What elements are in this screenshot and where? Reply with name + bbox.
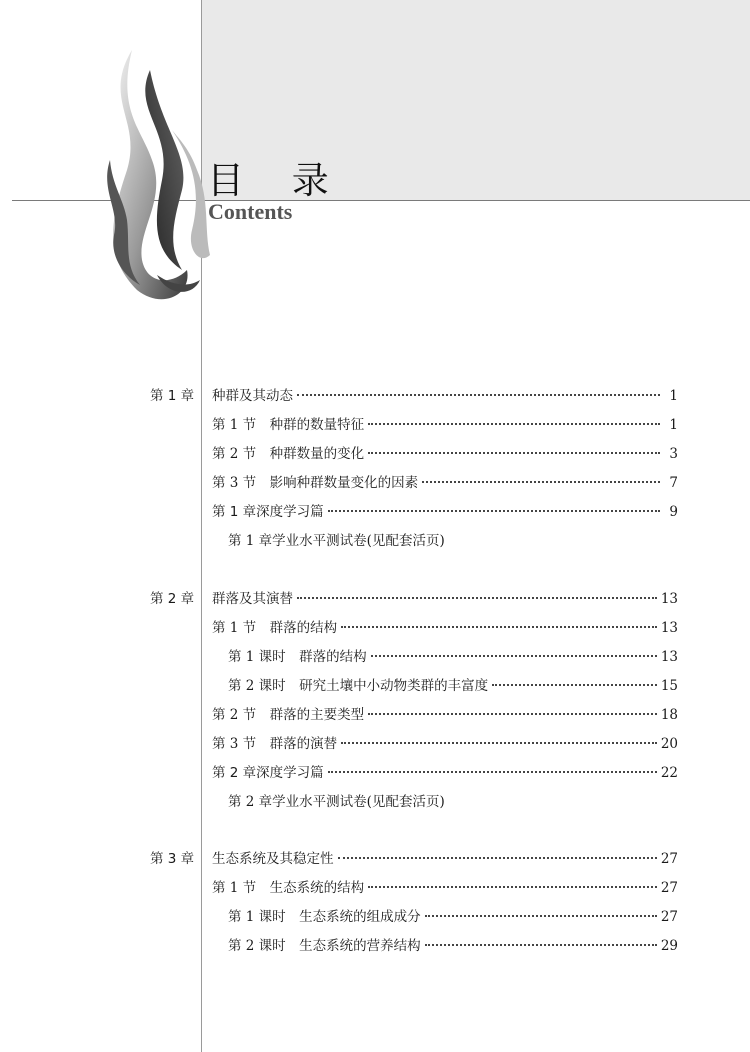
- page-number: 29: [660, 938, 678, 954]
- item-title: 第 2 章深度学习篇: [212, 765, 324, 781]
- dot-leader: [341, 626, 657, 628]
- page-number: 27: [660, 851, 678, 867]
- item-title: 第 1 节 种群的数量特征: [212, 417, 365, 433]
- chapter-title: 群落及其演替: [212, 591, 293, 607]
- dot-leader: [371, 655, 657, 657]
- toc-item[interactable]: [0, 762, 750, 784]
- page-number: 1: [669, 388, 678, 404]
- page-number: 13: [660, 591, 678, 607]
- page-number: 27: [660, 880, 678, 896]
- toc-item[interactable]: [0, 704, 750, 726]
- toc-item[interactable]: [0, 906, 750, 928]
- toc-item[interactable]: [0, 935, 750, 957]
- dot-leader: [328, 771, 657, 773]
- chapter-label: 第 1 章: [150, 388, 195, 404]
- toc-item[interactable]: [0, 414, 750, 436]
- toc-item[interactable]: [0, 530, 750, 552]
- toc-item[interactable]: [0, 501, 750, 523]
- toc-chapter-3[interactable]: [0, 848, 750, 870]
- toc-chapter-1[interactable]: [0, 385, 750, 407]
- toc-item[interactable]: [0, 877, 750, 899]
- dot-leader: [368, 713, 657, 715]
- page-subtitle: Contents: [208, 199, 293, 224]
- dot-leader: [297, 597, 657, 599]
- item-title: 第 1 章学业水平测试卷(见配套活页): [228, 533, 445, 549]
- dot-leader: [297, 394, 660, 396]
- item-title: 第 1 课时 群落的结构: [228, 649, 367, 665]
- toc-item[interactable]: [0, 472, 750, 494]
- page-title: 目 录: [207, 159, 347, 202]
- toc-item[interactable]: [0, 646, 750, 668]
- flame-logo-icon: [92, 40, 212, 310]
- chapter-label: 第 2 章: [150, 591, 195, 607]
- page-number: 9: [669, 504, 678, 520]
- page-number: 20: [660, 736, 678, 752]
- dot-leader: [368, 423, 660, 425]
- page-number: 18: [660, 707, 678, 723]
- dot-leader: [422, 481, 660, 483]
- item-title: 第 1 节 群落的结构: [212, 620, 338, 636]
- dot-leader: [338, 857, 657, 859]
- toc-item[interactable]: [0, 617, 750, 639]
- item-title: 第 3 节 群落的演替: [212, 736, 338, 752]
- dot-leader: [368, 886, 657, 888]
- toc-item[interactable]: [0, 791, 750, 813]
- dot-leader: [492, 684, 657, 686]
- dot-leader: [425, 944, 657, 946]
- page-number: 1: [669, 417, 678, 433]
- item-title: 第 1 章深度学习篇: [212, 504, 324, 520]
- item-title: 第 3 节 影响种群数量变化的因素: [212, 475, 419, 491]
- chapter-label: 第 3 章: [150, 851, 195, 867]
- dot-leader: [425, 915, 657, 917]
- page-number: 3: [669, 446, 678, 462]
- toc-item[interactable]: [0, 675, 750, 697]
- item-title: 第 2 章学业水平测试卷(见配套活页): [228, 794, 445, 810]
- item-title: 第 2 节 种群数量的变化: [212, 446, 365, 462]
- page-number: 22: [660, 765, 678, 781]
- chapter-title: 种群及其动态: [212, 388, 293, 404]
- item-title: 第 2 节 群落的主要类型: [212, 707, 365, 723]
- dot-leader: [341, 742, 657, 744]
- page-number: 7: [669, 475, 678, 491]
- page-number: 15: [660, 678, 678, 694]
- page-number: 13: [660, 620, 678, 636]
- dot-leader: [368, 452, 660, 454]
- item-title: 第 1 课时 生态系统的组成成分: [228, 909, 421, 925]
- toc-item[interactable]: [0, 443, 750, 465]
- toc-item[interactable]: [0, 733, 750, 755]
- toc-chapter-2[interactable]: [0, 588, 750, 610]
- page-number: 13: [660, 649, 678, 665]
- dot-leader: [328, 510, 660, 512]
- chapter-title: 生态系统及其稳定性: [212, 851, 334, 867]
- item-title: 第 2 课时 生态系统的营养结构: [228, 938, 421, 954]
- item-title: 第 2 课时 研究土壤中小动物类群的丰富度: [228, 678, 489, 694]
- item-title: 第 1 节 生态系统的结构: [212, 880, 365, 896]
- page-number: 27: [660, 909, 678, 925]
